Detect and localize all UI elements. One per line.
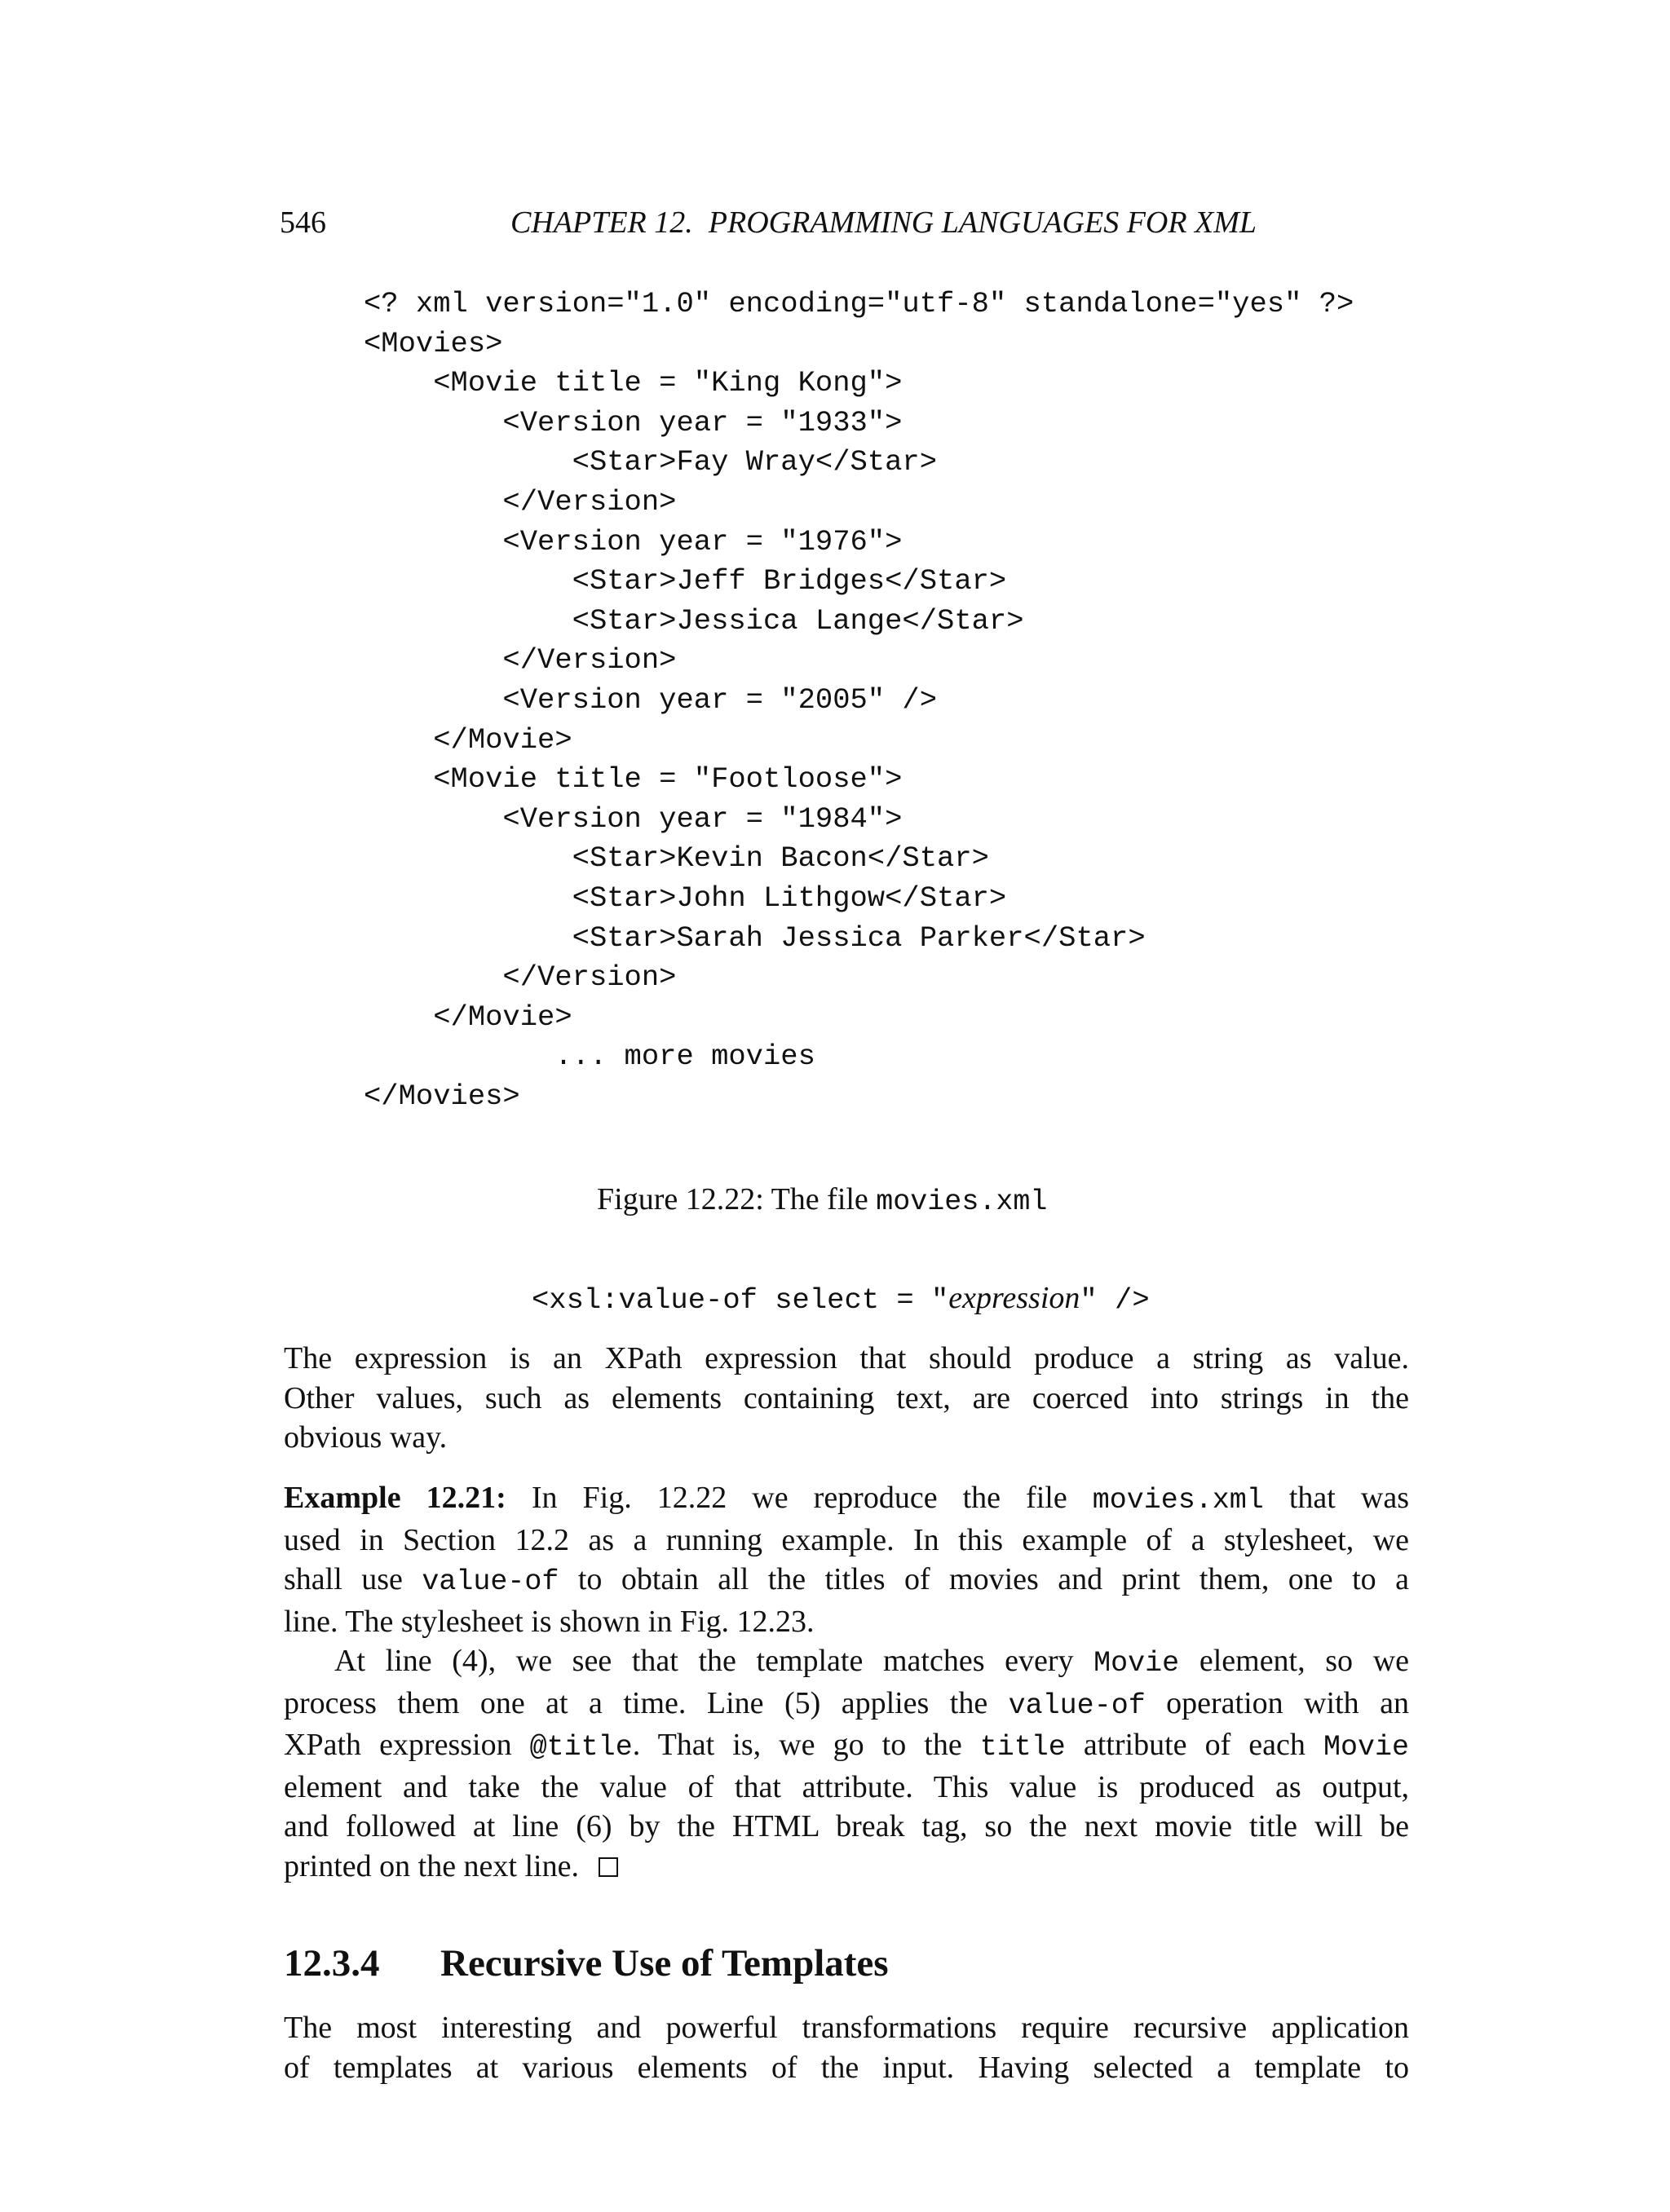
text-line <box>284 1684 1409 1726</box>
code-listing <box>364 285 1354 1116</box>
syntax-after: " /> <box>1080 1283 1150 1317</box>
code-line: <Movies> <box>364 326 503 360</box>
code-line: <Movie title = "Footloose"> <box>364 762 903 797</box>
code-line: <Star>Jeff Bridges</Star> <box>364 564 1007 598</box>
code-line: <Star>Kevin Bacon</Star> <box>364 841 989 876</box>
code-line: <Star>John Lithgow</Star> <box>364 881 1007 915</box>
caption-filename: movies.xml <box>876 1185 1048 1218</box>
code-line: <Star>Jessica Lange</Star> <box>364 603 1024 638</box>
inline-code: value-of <box>422 1565 559 1598</box>
text-run: XPath expression <box>284 1728 530 1762</box>
example-label: Example 12.21: <box>284 1481 506 1515</box>
text-line <box>284 1847 1409 1887</box>
text-run: shall use <box>284 1562 422 1596</box>
text-line: The expression is an XPath expression that should produce a string as value. <box>284 1341 1409 1375</box>
code-line: <Star>Sarah Jessica Parker</Star> <box>364 921 1146 955</box>
paragraph-recursive <box>284 2008 1409 2087</box>
section-title: Recursive Use of Templates <box>440 1942 889 1985</box>
paragraph-expression <box>284 1339 1409 1458</box>
text-line: Other values, such as elements containing text, are coerced into strings in the <box>284 1380 1409 1415</box>
text-line: The most interesting and powerful transformations require recursive application <box>284 2011 1409 2045</box>
section-heading <box>284 1939 889 1988</box>
text-run: element, so we <box>1179 1644 1409 1678</box>
caption-text: Figure 12.22: The file <box>597 1182 877 1216</box>
example-block <box>284 1478 1409 1886</box>
code-line: <Version year = "2005" /> <box>364 682 938 717</box>
code-line: <Movie title = "King Kong"> <box>364 366 903 400</box>
code-line: </Movies> <box>364 1079 520 1113</box>
text-run: process them one at a time. Line (5) applies the <box>284 1685 1009 1720</box>
inline-code: Movie <box>1323 1731 1409 1764</box>
code-line: <Version year = "1976"> <box>364 524 903 559</box>
inline-code: Movie <box>1093 1647 1180 1680</box>
syntax-display <box>532 1278 1150 1321</box>
code-line: <Version year = "1933"> <box>364 405 903 439</box>
text-line <box>284 1725 1409 1768</box>
code-line: </Version> <box>364 643 677 678</box>
text-run: that was <box>1263 1481 1410 1515</box>
running-head: CHAPTER 12. PROGRAMMING LANGUAGES FOR XML <box>510 205 1257 240</box>
text-run: In Fig. 12.22 we reproduce the file <box>506 1481 1093 1515</box>
text-line: and followed at line (6) by the HTML break tag, so the next movie title will be <box>284 1809 1409 1843</box>
text-run: printed on the next line. <box>284 1848 579 1883</box>
section-number: 12.3.4 <box>284 1942 380 1985</box>
syntax-expression: expression <box>948 1281 1080 1315</box>
text-run: attribute of each <box>1065 1728 1323 1762</box>
syntax-before: <xsl:value-of select = " <box>532 1283 949 1317</box>
figure-caption <box>597 1179 1047 1222</box>
code-line: </Movie> <box>364 1000 572 1034</box>
text-run: to obtain all the titles of movies and print them, one to a <box>559 1562 1409 1596</box>
text-run: At line (4), we see that the template matches every <box>334 1644 1094 1678</box>
page-number: 546 <box>280 205 326 240</box>
text-line <box>284 1478 1409 1521</box>
code-line: ... more movies <box>364 1040 815 1074</box>
text-run: operation with an <box>1145 1685 1409 1720</box>
inline-code: value-of <box>1008 1689 1146 1722</box>
code-line: <Star>Fay Wray</Star> <box>364 445 938 479</box>
text-line <box>284 1560 1409 1602</box>
inline-code: title <box>979 1731 1066 1764</box>
inline-code: @title <box>529 1731 633 1764</box>
end-of-example-box-icon <box>599 1857 618 1877</box>
code-line: <? xml version="1.0" encoding="utf-8" standalone="yes" ?> <box>364 287 1354 320</box>
inline-code: movies.xml <box>1092 1484 1264 1517</box>
code-line: <Version year = "1984"> <box>364 801 903 836</box>
text-line: used in Section 12.2 as a running example. In this example of a stylesheet, we <box>284 1522 1409 1557</box>
text-line: obvious way. <box>284 1420 448 1455</box>
code-line: </Movie> <box>364 722 572 757</box>
text-line: line. The stylesheet is shown in Fig. 12.23. <box>284 1604 815 1639</box>
text-line: of templates at various elements of the input. Having selected a template to <box>284 2050 1409 2085</box>
code-line: </Version> <box>364 484 677 519</box>
code-line: </Version> <box>364 960 677 995</box>
text-run: . That is, we go to the <box>632 1728 980 1762</box>
text-line: element and take the value of that attribute. This value is produced as output, <box>284 1769 1409 1804</box>
text-line <box>284 1641 1409 1684</box>
